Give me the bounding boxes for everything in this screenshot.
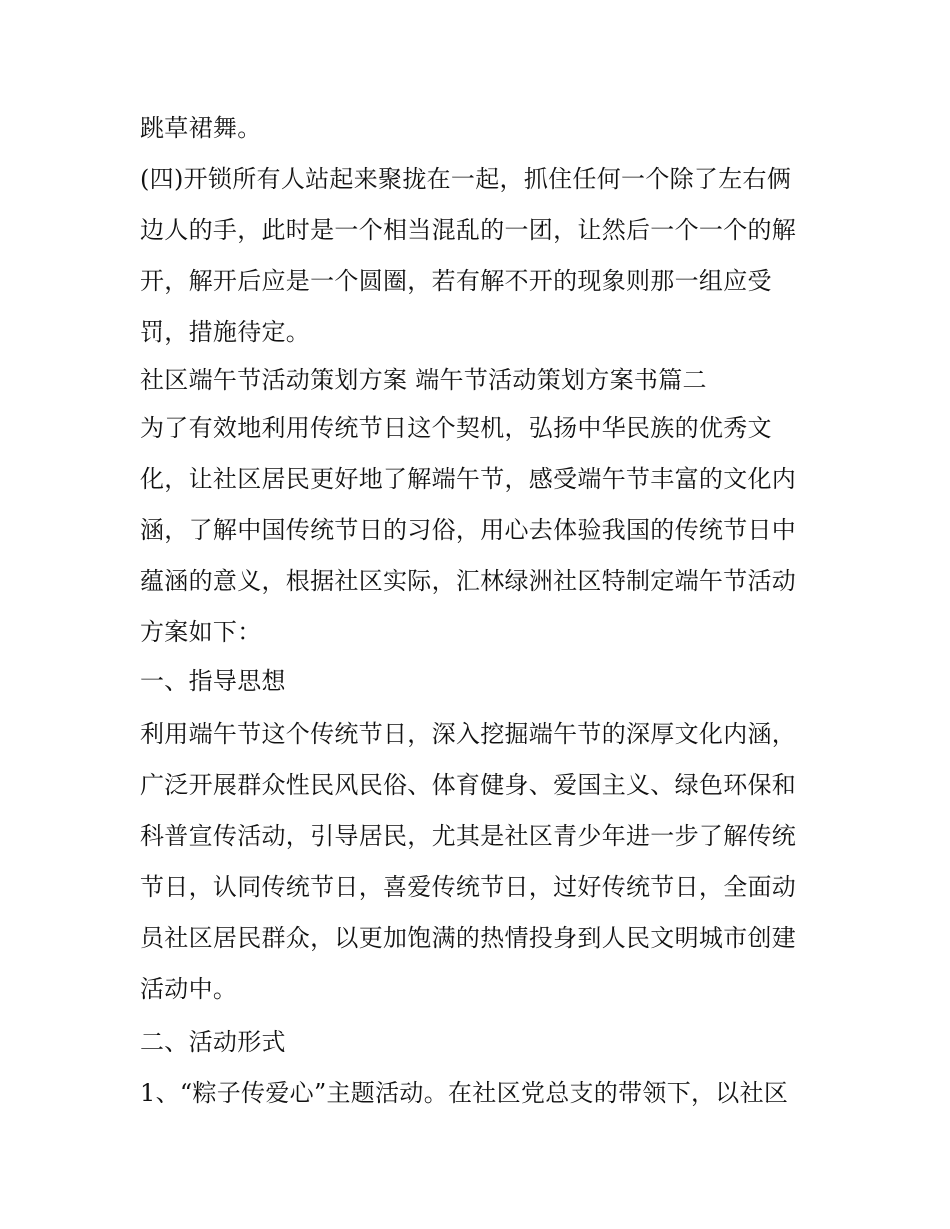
text-line: 蕴涵的意义，根据社区实际，汇林绿洲社区特制定端午节活动 <box>140 567 797 595</box>
text-line: 员社区居民群众，以更加饱满的热情投身到人民文明城市创建 <box>140 924 797 952</box>
text-line: 科普宣传活动，引导居民，尤其是社区青少年进一步了解传统 <box>140 822 797 850</box>
text-line: 广泛开展群众性民风民俗、体育健身、爱国主义、绿色环保和 <box>140 771 797 799</box>
section-title: 社区端午节活动策划方案 端午节活动策划方案书篇二 <box>140 366 707 394</box>
text-line: 边人的手，此时是一个相当混乱的一团，让然后一个一个的解 <box>140 216 797 244</box>
section-heading: 二、活动形式 <box>140 1028 286 1056</box>
text-line: 跳草裙舞。 <box>140 114 262 142</box>
text-line: 1、“粽子传爱心”主题活动。在社区党总支的带领下，以社区 <box>140 1079 789 1107</box>
text-line: 方案如下： <box>140 618 262 646</box>
text-line: (四)开锁所有人站起来聚拢在一起，抓住任何一个除了左右俩 <box>140 165 792 193</box>
text-line: 活动中。 <box>140 975 238 1003</box>
text-line: 节日，认同传统节日，喜爱传统节日，过好传统节日，全面动 <box>140 873 797 901</box>
document-body <box>140 108 820 1113</box>
text-line: 利用端午节这个传统节日，深入挖掘端午节的深厚文化内涵， <box>140 720 797 748</box>
text-line: 化，让社区居民更好地了解端午节，感受端午节丰富的文化内 <box>140 465 797 493</box>
text-line: 为了有效地利用传统节日这个契机，弘扬中华民族的优秀文 <box>140 414 772 442</box>
text-line: 罚，措施待定。 <box>140 318 311 346</box>
section-heading: 一、指导思想 <box>140 667 286 695</box>
text-line: 开，解开后应是一个圆圈，若有解不开的现象则那一组应受 <box>140 267 772 295</box>
text-line: 涵，了解中国传统节日的习俗，用心去体验我国的传统节日中 <box>140 516 797 544</box>
